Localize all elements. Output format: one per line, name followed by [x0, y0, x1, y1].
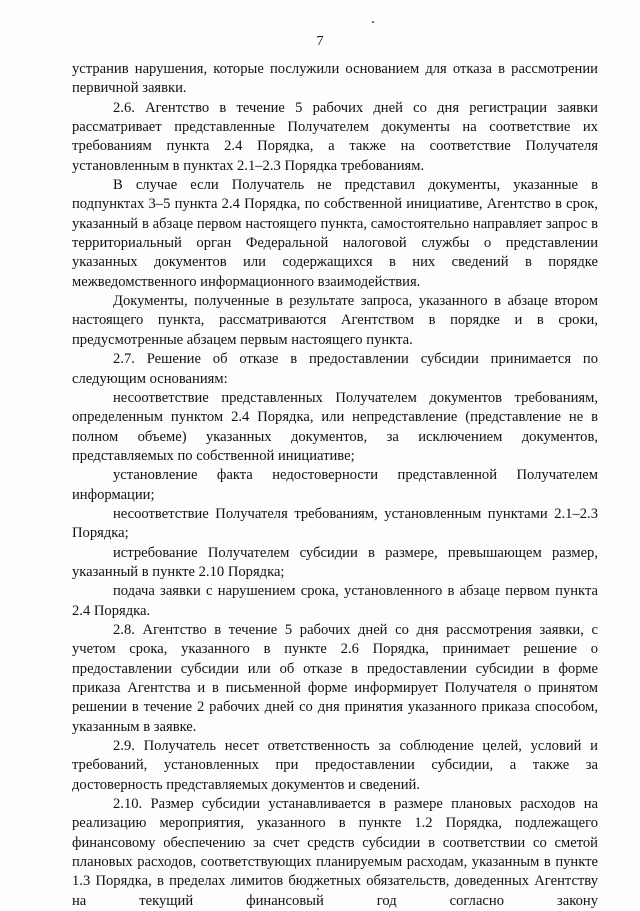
- paragraph-2-6: 2.6. Агентство в течение 5 рабочих дней со дня регистрации заявки рассматривает представленные Получателем документы на соответствие их требованиям пункта 2.4 Порядка, а также на соответствие Получателя установленным в пунктах 2.1–2.3 Порядка требованиям.: [72, 99, 598, 174]
- paragraph-2-10: 2.10. Размер субсидии устанавливается в размере плановых расходов на реализацию мероприятия, указанного в пункте 1.2 Порядка, подлежащего финансовому обеспечению за счет средств субсидии в соответствии со сметой плановых расходов, соответствующих планируемым расходам, указанным в пункте 1.3 Порядка, в пределах лимитов бюджетных обязательств, доведенных Агентству на текущий финансовый год согласно закону: [72, 796, 598, 909]
- document-body: [72, 60, 598, 911]
- paragraph-2-7-ground-4: истребование Получателем субсидии в размере, превышающем размер, указанный в пункте 2.10 Порядка;: [72, 544, 598, 580]
- scan-speck: [372, 21, 374, 23]
- paragraph-2-7: 2.7. Решение об отказе в предоставлении субсидии принимается по следующим основаниям:: [72, 351, 598, 387]
- paragraph-2-7-ground-1: несоответствие представленных Получателем документов требованиям, определенным пунктом 2.4 Порядка, или непредставление (представление не в полном объеме) указанных документов, за исключением документов, представляемых по собственной инициативе;: [72, 389, 598, 464]
- paragraph-2-9: 2.9. Получатель несет ответственность за соблюдение целей, условий и требований, установленных при предоставлении субсидии, а также за достоверность представляемых документов и сведений.: [72, 738, 598, 793]
- paragraph-2-7-ground-3: несоответствие Получателя требованиям, установленным пунктами 2.1–2.3 Порядка;: [72, 505, 598, 542]
- paragraph-continuation: устранив нарушения, которые послужили основанием для отказа в рассмотрении первичной заявки.: [72, 61, 598, 97]
- page-number: 7: [316, 34, 324, 49]
- paragraph-2-7-ground-2: установление факта недостоверности представленной Получателем информации;: [72, 467, 598, 503]
- paragraph-2-8: 2.8. Агентство в течение 5 рабочих дней со дня рассмотрения заявки, с учетом срока, указанного в пункте 2.6 Порядка, принимает решение о предоставлении субсидии или об отказе в предоставлении субсидии в форме приказа Агентства и в письменной форме информирует Получателя о принятом решении в течение 2 рабочих дней со дня принятия указанного приказа способом, указанным в заявке.: [72, 621, 598, 735]
- paragraph-2-7-ground-5: подача заявки с нарушением срока, установленного в абзаце первом пункта 2.4 Порядка.: [72, 583, 598, 619]
- paragraph-2-6-request: В случае если Получатель не представил документы, указанные в подпунктах 3–5 пункта 2.4 Порядка, по собственной инициативе, Агентство в срок, указанный в абзаце первом настоящего пункта, самостоятельно направляет запрос в территориальный орган Федеральной налоговой службы о представлении указанных документов или содержащихся в них сведений в порядке межведомственного информационного взаимодействия.: [72, 177, 598, 290]
- paragraph-2-6-documents: Документы, полученные в результате запроса, указанного в абзаце втором настоящего пункта, рассматриваются Агентством в порядке и в сроки, предусмотренные абзацем первым настоящего пункта.: [72, 293, 598, 348]
